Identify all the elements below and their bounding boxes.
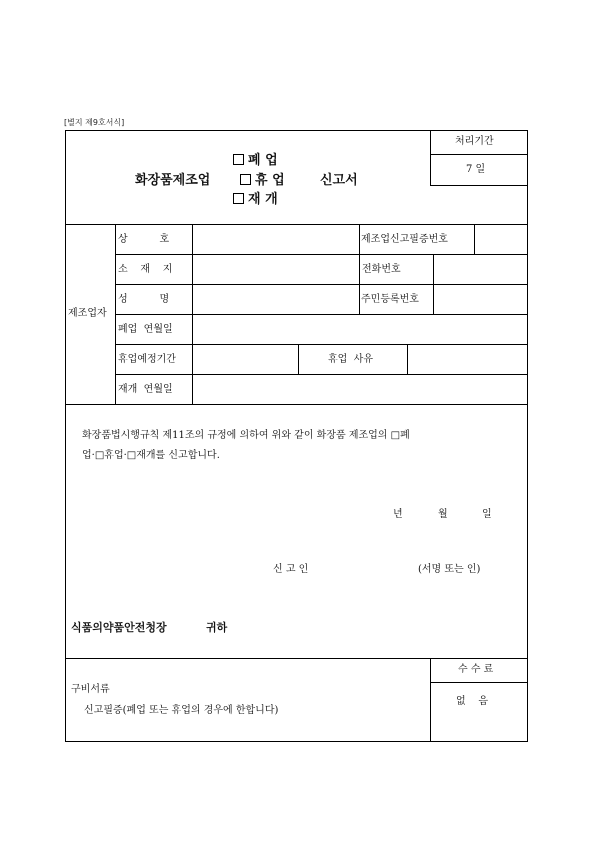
required-docs-item: 신고필증(폐업 또는 휴업의 경우에 한합니다) bbox=[84, 705, 279, 716]
date-month: 월 bbox=[438, 509, 448, 520]
label-closure-date: 폐업 연월일 bbox=[118, 324, 173, 335]
trade-name-field[interactable] bbox=[193, 225, 359, 254]
divider-fee bbox=[430, 658, 431, 742]
resume-date-field[interactable] bbox=[193, 375, 527, 404]
name-field[interactable] bbox=[193, 285, 359, 314]
divider-reason-col bbox=[298, 344, 299, 374]
label-resident-number: 주민등록번호 bbox=[361, 294, 419, 305]
honorific-label: 귀하 bbox=[206, 621, 228, 634]
signature-label: (서명 또는 인) bbox=[418, 564, 481, 575]
label-trade-name: 상 호 bbox=[118, 234, 170, 245]
title-suffix: 신고서 bbox=[320, 173, 358, 188]
checkbox-icon bbox=[233, 193, 244, 204]
fee-label: 수 수 료 bbox=[458, 664, 494, 675]
suspension-reason-field[interactable] bbox=[408, 345, 527, 374]
checkbox-icon bbox=[233, 154, 244, 165]
fee-value: 없 음 bbox=[456, 696, 489, 707]
divider-table-bottom bbox=[65, 404, 528, 405]
option-suspension: 휴 업 bbox=[240, 174, 285, 187]
declaration-line-2: 업·□휴업·□재개를 신고합니다. bbox=[82, 450, 220, 461]
date-day: 일 bbox=[482, 509, 492, 520]
label-license-number: 제조업신고필증번호 bbox=[361, 234, 448, 245]
option-resume: 재 개 bbox=[233, 193, 278, 206]
processing-period-label: 처리기간 bbox=[455, 136, 494, 147]
option-closure: 폐 업 bbox=[233, 154, 278, 167]
form-number-label: [별지 제9호서식] bbox=[64, 118, 125, 127]
label-suspension-period: 휴업예정기간 bbox=[118, 354, 176, 365]
divider-processing-row bbox=[430, 154, 528, 155]
checkbox-icon bbox=[240, 174, 251, 185]
divider-processing bbox=[430, 130, 431, 185]
license-number-field[interactable] bbox=[475, 225, 527, 254]
label-resume-date: 재개 연월일 bbox=[118, 384, 173, 395]
closure-date-field[interactable] bbox=[193, 315, 527, 344]
label-phone: 전화번호 bbox=[362, 264, 401, 275]
page-title: 화장품제조업 bbox=[135, 173, 211, 188]
label-suspension-reason: 휴업 사유 bbox=[328, 354, 373, 365]
date-year: 년 bbox=[393, 509, 403, 520]
divider-fee-row bbox=[430, 682, 528, 683]
section-label-manufacturer: 제조업자 bbox=[68, 308, 107, 319]
location-field[interactable] bbox=[193, 255, 359, 284]
label-location: 소 재 지 bbox=[118, 264, 173, 275]
divider-processing-bottom bbox=[430, 185, 528, 186]
divider-mid-col bbox=[359, 224, 360, 314]
resident-number-field[interactable] bbox=[434, 285, 527, 314]
processing-period-value: 7 일 bbox=[466, 164, 486, 175]
suspension-period-field[interactable] bbox=[193, 345, 298, 374]
required-docs-label: 구비서류 bbox=[71, 684, 110, 695]
recipient-label: 식품의약품안전청장 bbox=[71, 621, 167, 634]
declarant-label: 신 고 인 bbox=[273, 564, 309, 575]
phone-field[interactable] bbox=[434, 255, 527, 284]
divider-footer bbox=[65, 658, 528, 659]
declaration-line-1: 화장품법시행규칙 제11조의 규정에 의하여 위와 같이 화장품 제조업의 □폐 bbox=[82, 430, 410, 441]
label-name: 성 명 bbox=[118, 294, 170, 305]
